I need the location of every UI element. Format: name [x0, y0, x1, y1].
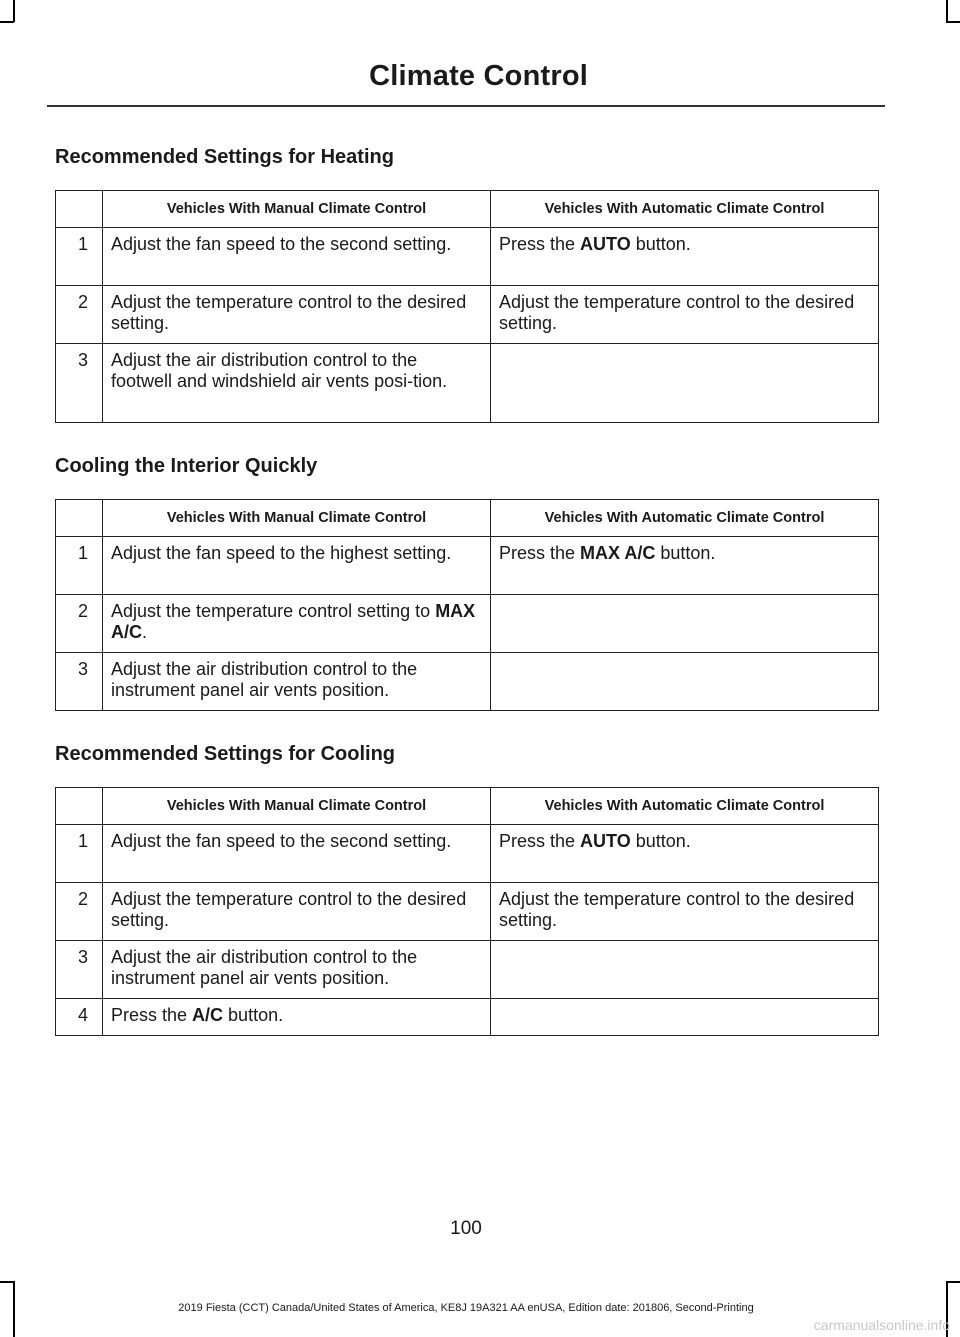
- table-row: [56, 286, 879, 344]
- manual-cell: Adjust the temperature control to the desired setting.: [103, 883, 491, 941]
- section-heading-cooling-quickly: Cooling the Interior Quickly: [55, 455, 318, 477]
- row-number: 1: [56, 825, 103, 883]
- cell-text: button.: [630, 831, 691, 851]
- table-row: [56, 883, 879, 941]
- cell-text: Adjust the temperature control setting to: [111, 601, 436, 621]
- header-cell-empty: [56, 191, 103, 228]
- header-cell-empty: [56, 500, 103, 537]
- header-automatic: Vehicles With Automatic Climate Control: [491, 191, 879, 228]
- crop-mark: [946, 1281, 960, 1283]
- cooling-quickly-table: [55, 499, 879, 711]
- row-number: 1: [56, 537, 103, 595]
- page-title: Climate Control: [369, 60, 588, 92]
- crop-mark: [946, 21, 960, 23]
- manual-cell: Adjust the fan speed to the second setting.: [103, 228, 491, 286]
- heating-table: [55, 190, 879, 423]
- automatic-cell: [491, 537, 879, 595]
- cell-bold: MAX A/C: [111, 601, 476, 642]
- row-number: 3: [56, 653, 103, 711]
- cell-text: button.: [630, 234, 691, 254]
- header-cell-empty: [56, 788, 103, 825]
- crop-mark: [946, 0, 948, 22]
- automatic-cell: [491, 228, 879, 286]
- table-header-row: [56, 500, 879, 537]
- automatic-cell: [491, 653, 879, 711]
- footer-edition-info: 2019 Fiesta (CCT) Canada/United States of America, KE8J 19A321 AA enUSA, Edition date: 201806, Second-Printing: [178, 1302, 754, 1314]
- table-row: [56, 344, 879, 423]
- table-row: [56, 537, 879, 595]
- row-number: 4: [56, 999, 103, 1036]
- header-manual: Vehicles With Manual Climate Control: [103, 191, 491, 228]
- cell-text: Press the: [499, 234, 581, 254]
- header-manual: Vehicles With Manual Climate Control: [103, 500, 491, 537]
- cell-text: button.: [223, 1005, 284, 1025]
- header-automatic: Vehicles With Automatic Climate Control: [491, 788, 879, 825]
- table-row: [56, 653, 879, 711]
- cooling-table: [55, 787, 879, 1036]
- table-row: [56, 941, 879, 999]
- crop-mark: [0, 21, 14, 23]
- manual-cell: Adjust the temperature control to the desired setting.: [103, 286, 491, 344]
- cell-text: Press the: [499, 831, 581, 851]
- manual-cell: Adjust the air distribution control to the instrument panel air vents position.: [103, 653, 491, 711]
- table-row: [56, 595, 879, 653]
- header-automatic: Vehicles With Automatic Climate Control: [491, 500, 879, 537]
- section-heading-heating: Recommended Settings for Heating: [55, 146, 394, 168]
- automatic-cell: Adjust the temperature control to the desired setting.: [491, 286, 879, 344]
- manual-cell: Adjust the fan speed to the highest setting.: [103, 537, 491, 595]
- row-number: 3: [56, 344, 103, 423]
- cell-bold: AUTO: [580, 831, 631, 851]
- row-number: 2: [56, 595, 103, 653]
- automatic-cell: [491, 941, 879, 999]
- row-number: 1: [56, 228, 103, 286]
- section-heading-cooling: Recommended Settings for Cooling: [55, 743, 396, 765]
- automatic-cell: [491, 825, 879, 883]
- automatic-cell: [491, 344, 879, 423]
- header-manual: Vehicles With Manual Climate Control: [103, 788, 491, 825]
- automatic-cell: Adjust the temperature control to the desired setting.: [491, 883, 879, 941]
- crop-mark: [13, 0, 15, 22]
- row-number: 2: [56, 883, 103, 941]
- cell-bold: A/C: [192, 1005, 224, 1025]
- table-row: [56, 825, 879, 883]
- manual-cell: Adjust the air distribution control to the footwell and windshield air vents posi-tion.: [103, 344, 491, 423]
- row-number: 2: [56, 286, 103, 344]
- cell-bold: AUTO: [580, 234, 631, 254]
- table-header-row: [56, 788, 879, 825]
- manual-cell: Adjust the air distribution control to the instrument panel air vents position.: [103, 941, 491, 999]
- crop-mark: [0, 1281, 14, 1283]
- cell-text: Press the: [111, 1005, 193, 1025]
- automatic-cell: [491, 595, 879, 653]
- table-row: [56, 228, 879, 286]
- row-number: 3: [56, 941, 103, 999]
- cell-text: .: [142, 622, 148, 642]
- manual-cell: [103, 595, 491, 653]
- automatic-cell: [491, 999, 879, 1036]
- watermark: carmanualsonline.info: [813, 1317, 950, 1333]
- cell-text: Press the: [499, 543, 581, 563]
- cell-text: button.: [655, 543, 716, 563]
- manual-cell: Adjust the fan speed to the second setting.: [103, 825, 491, 883]
- manual-cell: [103, 999, 491, 1036]
- cell-bold: MAX A/C: [580, 543, 656, 563]
- title-rule: [47, 105, 885, 107]
- table-row: [56, 999, 879, 1036]
- table-header-row: [56, 191, 879, 228]
- page-number: 100: [450, 1218, 482, 1239]
